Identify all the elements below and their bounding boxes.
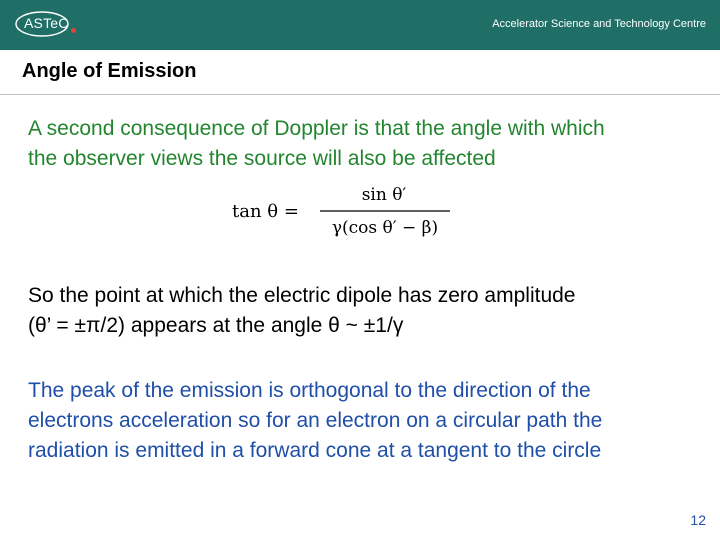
paragraph-line: A second consequence of Doppler is that the angle with which [28, 117, 605, 140]
title-divider [0, 94, 720, 95]
formula-lhs: tan θ = [232, 201, 299, 222]
paragraph-zero-amplitude [28, 281, 708, 341]
paragraph-line: So the point at which the electric dipole has zero amplitude [28, 284, 576, 307]
centre-name: Accelerator Science and Technology Centre [492, 18, 706, 30]
paragraph-line: The peak of the emission is orthogonal to the direction of the [28, 379, 591, 402]
tan-theta-formula [232, 178, 472, 242]
paragraph-line: electrons acceleration so for an electron on a circular path the [28, 409, 603, 432]
slide-title: Angle of Emission [22, 60, 197, 82]
paragraph-doppler-angle [28, 114, 708, 174]
logo-text: ASTeC [24, 15, 69, 31]
paragraph-line: radiation is emitted in a forward cone at a tangent to the circle [28, 439, 602, 462]
logo-dot-icon [71, 28, 76, 33]
formula-denominator: γ(cos θ′ − β) [331, 218, 439, 238]
paragraph-line: the observer views the source will also be affected [28, 147, 496, 170]
paragraph-line: (θ’ = ±π/2) appears at the angle θ ~ ±1/γ [28, 314, 404, 337]
header-bar [0, 0, 720, 50]
paragraph-emission-peak [28, 376, 708, 466]
page-number: 12 [690, 512, 706, 528]
formula-numerator: sin θ′ [361, 185, 407, 205]
